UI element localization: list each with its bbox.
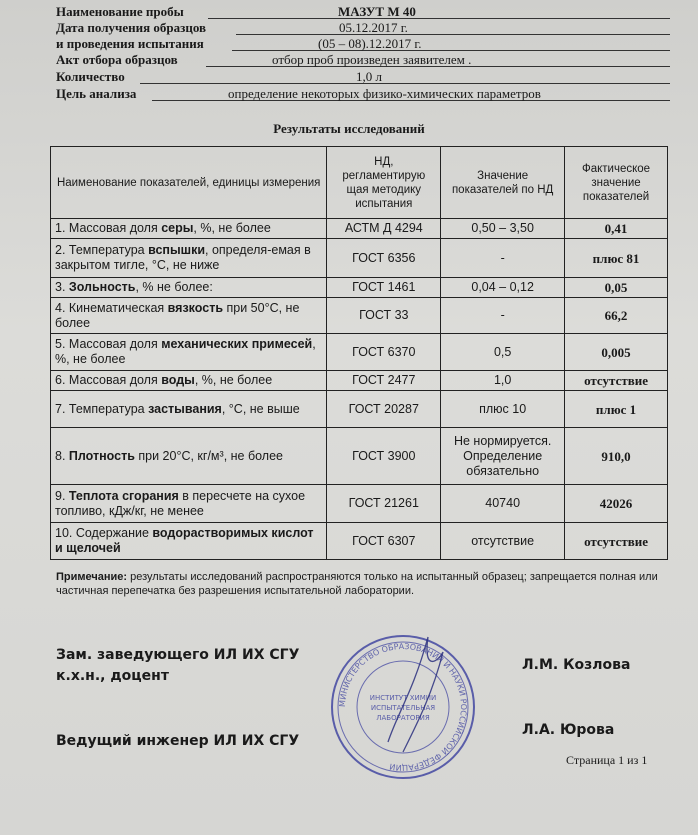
note-label: Примечание:: [56, 571, 128, 583]
indicator-cell: [51, 523, 327, 560]
header-actual: Фактическое значение показателей: [565, 147, 668, 219]
actual-cell: 0,005: [565, 334, 668, 371]
indicator-post: при 20°С, кг/м³, не более: [134, 448, 283, 463]
nd-cell: АСТМ Д 4294: [327, 219, 441, 239]
norm-cell: -: [441, 239, 565, 278]
underline: [236, 34, 670, 35]
date-received-value: 05.12.2017 г.: [339, 20, 408, 35]
quantity-label: Количество: [56, 69, 125, 84]
actual-cell: плюс 81: [565, 239, 668, 278]
table-row: [51, 278, 668, 298]
header-date-received: [56, 20, 670, 36]
header-value-nd: Значение показателей по НД: [441, 147, 565, 219]
indicator-post: , %, не более: [194, 373, 273, 387]
results-title: Результаты исследований: [273, 121, 425, 136]
stamp-seal: [328, 632, 478, 782]
table-row: [51, 298, 668, 334]
note-text: результаты исследований распространяются только на испытанный образец; запрещается полная или частичная перепечатка без разрешения испытательной лаборатории.: [56, 571, 658, 597]
table-row: [51, 428, 668, 485]
page-number: Страница 1 из 1: [566, 753, 648, 767]
actual-cell: отсутствие: [565, 371, 668, 391]
header-sampling-act: [56, 52, 670, 68]
indicator-key: водорастворимых кислот и щелочей: [55, 526, 314, 555]
engineer-name: Л.А. Юрова: [522, 722, 615, 738]
indicator-post: , определя-емая в закрытом тигле, °С, не ниже: [55, 243, 311, 272]
actual-cell: 0,05: [565, 278, 668, 298]
indicator-key: Плотность: [68, 448, 135, 463]
sampling-act-label: Акт отбора образцов: [56, 52, 178, 67]
norm-cell: -: [441, 298, 565, 334]
indicator-key: застывания: [148, 401, 222, 416]
indicator-pre: 5. Массовая доля: [55, 337, 162, 351]
actual-cell: 42026: [565, 485, 668, 523]
indicator-cell: [51, 485, 327, 523]
header-date-tested: [56, 36, 670, 52]
indicator-pre: 7. Температура: [55, 401, 149, 416]
results-table: [50, 146, 668, 560]
note: [56, 570, 676, 598]
underline: [232, 50, 670, 51]
indicator-key: воды: [161, 373, 195, 387]
indicator-pre: 3.: [55, 280, 69, 294]
indicator-pre: 6. Массовая доля: [55, 373, 162, 387]
purpose-label: Цель анализа: [56, 86, 137, 101]
engineer-title: Ведущий инженер ИЛ ИХ СГУ: [56, 733, 300, 749]
indicator-pre: 10. Содержание: [55, 526, 153, 540]
norm-cell: 0,50 – 3,50: [441, 219, 565, 239]
table-row: [51, 334, 668, 371]
indicator-post: при 50°С, не более: [55, 300, 300, 330]
date-tested-label: и проведения испытания: [56, 36, 204, 51]
deputy-degree: к.х.н., доцент: [56, 668, 169, 684]
indicator-pre: 8.: [55, 448, 69, 463]
indicator-key: вспышки: [148, 243, 206, 257]
indicator-pre: 2. Температура: [55, 243, 149, 257]
indicator-cell: [51, 298, 327, 334]
actual-cell: 0,41: [565, 219, 668, 239]
sampling-act-value: отбор проб произведен заявителем .: [272, 52, 472, 67]
nd-cell: ГОСТ 6356: [327, 239, 441, 278]
indicator-post: , % не более:: [135, 280, 213, 294]
underline: [140, 83, 670, 84]
header-nd: НД, регламентирую щая методику испытания: [327, 147, 441, 219]
indicator-key: вязкость: [167, 300, 224, 315]
actual-cell: плюс 1: [565, 391, 668, 428]
actual-cell: 910,0: [565, 428, 668, 485]
indicator-post: , %, не более: [55, 337, 316, 366]
nd-cell: ГОСТ 6307: [327, 523, 441, 560]
indicator-post: , °С, не выше: [221, 401, 300, 416]
norm-cell: 40740: [441, 485, 565, 523]
header-indicator: Наименование показателей, единицы измерения: [51, 147, 327, 219]
actual-cell: 66,2: [565, 298, 668, 334]
norm-cell: 0,5: [441, 334, 565, 371]
underline: [208, 18, 670, 19]
purpose-value: определение некоторых физико-химических параметров: [228, 86, 541, 101]
table-row: [51, 371, 668, 391]
indicator-cell: [51, 391, 327, 428]
table-row: [51, 219, 668, 239]
table-row: [51, 391, 668, 428]
indicator-cell: [51, 428, 327, 485]
actual-cell: отсутствие: [565, 523, 668, 560]
indicator-cell: [51, 371, 327, 391]
sample-name-value: МАЗУТ М 40: [338, 4, 416, 19]
indicator-post: , %, не более: [193, 221, 271, 235]
norm-cell: плюс 10: [441, 391, 565, 428]
nd-cell: ГОСТ 20287: [327, 391, 441, 428]
quantity-value: 1,0 л: [356, 69, 382, 84]
table-row: [51, 239, 668, 278]
norm-cell: отсутствие: [441, 523, 565, 560]
indicator-cell: [51, 219, 327, 239]
stamp-ring-text: МИНИСТЕРСТВО ОБРАЗОВАНИЯ И НАУКИ РОССИЙСКОЙ ФЕДЕРАЦИИ: [337, 641, 469, 773]
deputy-title: Зам. заведующего ИЛ ИХ СГУ: [56, 647, 300, 663]
svg-text:ЛАБОРАТОРИЯ: ЛАБОРАТОРИЯ: [376, 714, 430, 722]
header-purpose: [56, 86, 670, 102]
norm-cell: 0,04 – 0,12: [441, 278, 565, 298]
sample-name-label: Наименование пробы: [56, 4, 184, 19]
nd-cell: ГОСТ 3900: [327, 428, 441, 485]
indicator-cell: [51, 334, 327, 371]
header-quantity: [56, 69, 670, 85]
indicator-pre: 1. Массовая доля: [55, 221, 162, 235]
nd-cell: ГОСТ 21261: [327, 485, 441, 523]
svg-text:ИНСТИТУТ ХИМИИ: ИНСТИТУТ ХИМИИ: [369, 694, 437, 702]
nd-cell: ГОСТ 2477: [327, 371, 441, 391]
svg-text:ИСПЫТАТЕЛЬНАЯ: ИСПЫТАТЕЛЬНАЯ: [370, 704, 436, 712]
header-sample-name: [56, 4, 670, 20]
indicator-cell: [51, 278, 327, 298]
table-header-row: [51, 147, 668, 219]
indicator-cell: [51, 239, 327, 278]
nd-cell: ГОСТ 6370: [327, 334, 441, 371]
norm-cell: 1,0: [441, 371, 565, 391]
nd-cell: ГОСТ 33: [327, 298, 441, 334]
indicator-post: в пересчете на сухое топливо, кДж/кг, не менее: [55, 488, 306, 518]
indicator-key: серы: [161, 221, 194, 235]
indicator-pre: 9.: [55, 488, 69, 503]
date-received-label: Дата получения образцов: [56, 20, 207, 35]
indicator-pre: 4. Кинематическая: [55, 300, 168, 315]
date-tested-value: (05 – 08).12.2017 г.: [318, 36, 422, 51]
norm-cell: Не нормируется. Определение обязательно: [441, 428, 565, 485]
indicator-key: Теплота сгорания: [68, 488, 179, 503]
indicator-key: Зольность: [68, 280, 136, 294]
nd-cell: ГОСТ 1461: [327, 278, 441, 298]
table-row: [51, 485, 668, 523]
indicator-key: механических примесей: [161, 337, 313, 351]
deputy-name: Л.М. Козлова: [522, 657, 631, 673]
table-row: [51, 523, 668, 560]
